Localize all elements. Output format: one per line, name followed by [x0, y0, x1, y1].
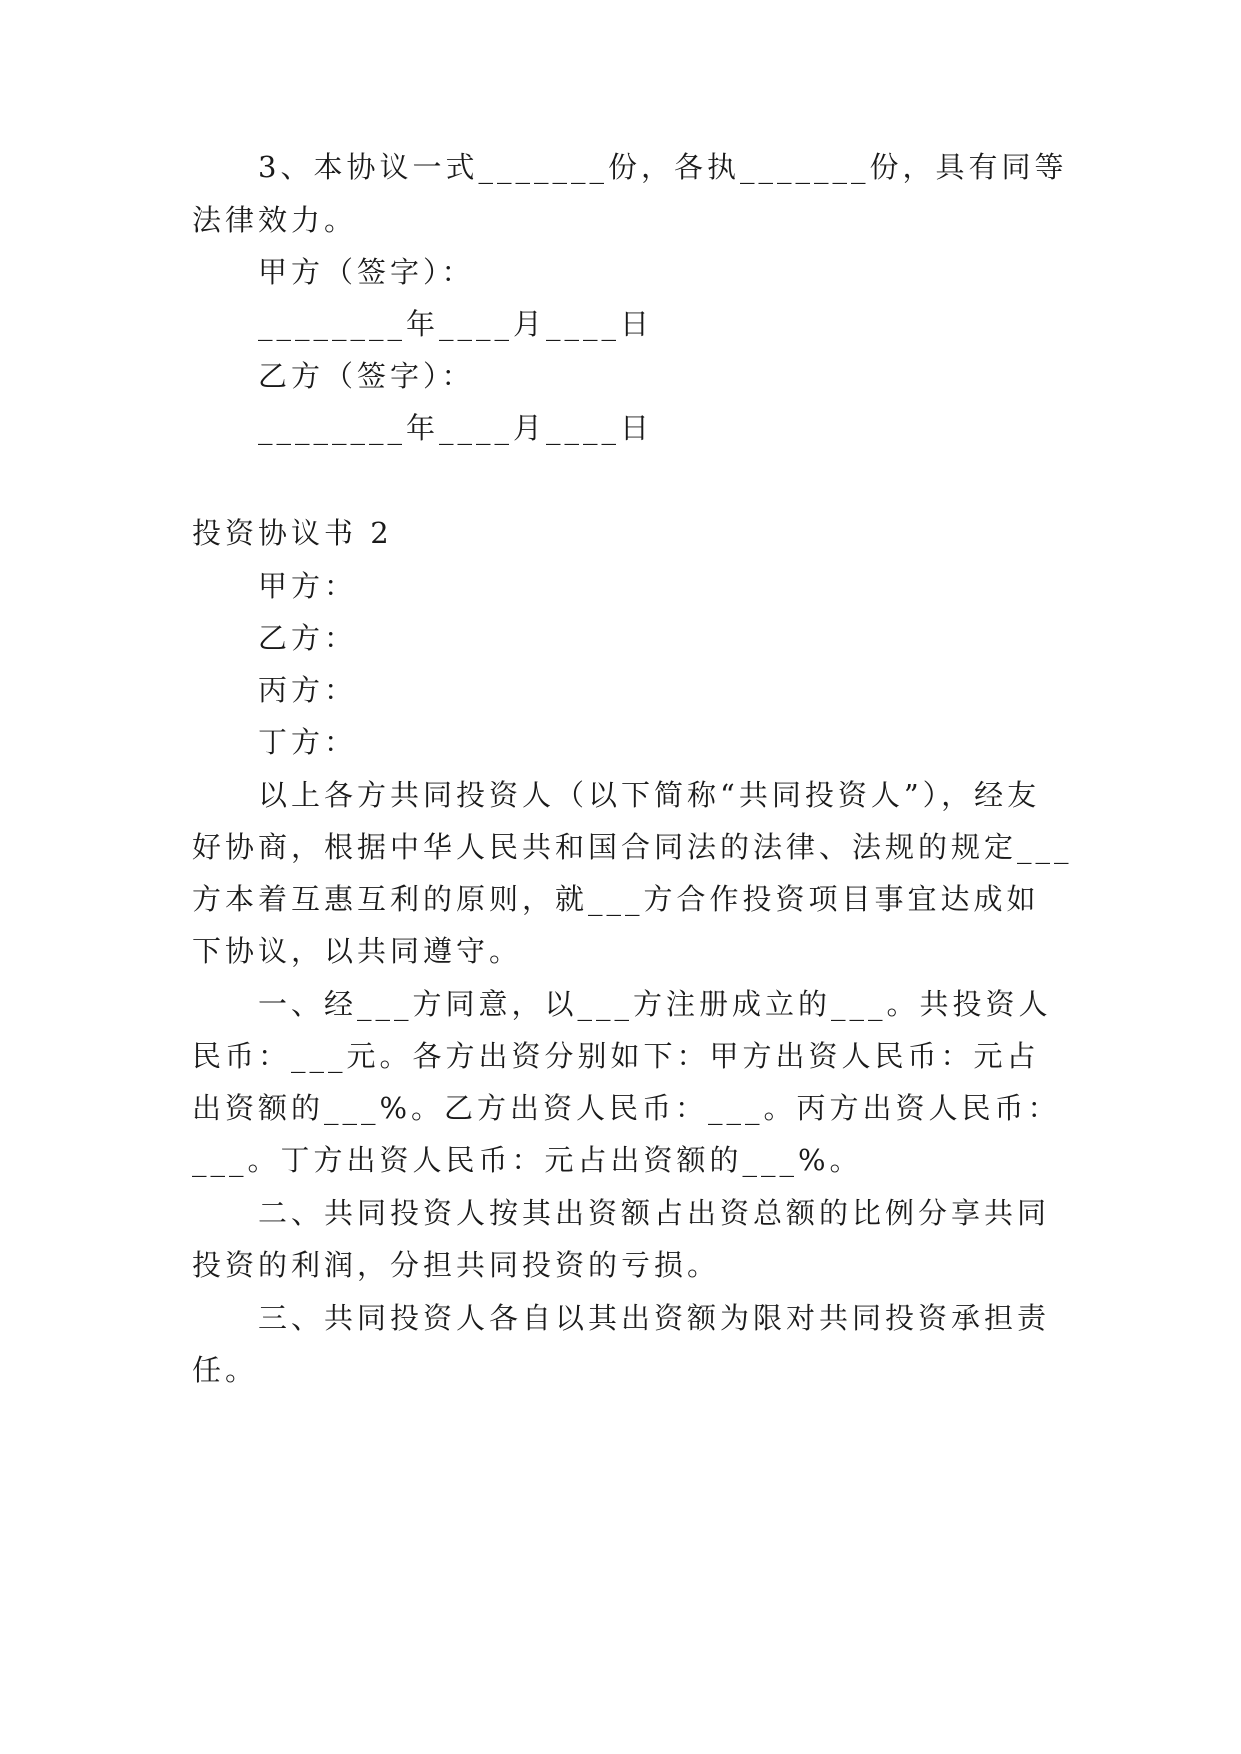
party-c-label: 丙方：	[258, 673, 358, 707]
article-1-line-2: 民币：___元。各方出资分别如下：甲方出资人民币：元占	[192, 1039, 1040, 1073]
clause-3-line-1: 3、本协议一式_______份，各执_______份，具有同等	[258, 150, 1068, 184]
clause-3-line-2: 法律效力。	[192, 203, 358, 237]
article-1-line-4: ___。丁方出资人民币：元占出资额的___%。	[192, 1143, 863, 1177]
article-2-line-2: 投资的利润，分担共同投资的亏损。	[192, 1248, 721, 1282]
party-b-signature-label: 乙方（签字）：	[258, 359, 475, 393]
article-1-line-3: 出资额的___%。乙方出资人民币：___。丙方出资人民币：	[192, 1091, 1061, 1125]
preamble-line-2: 好协商，根据中华人民共和国合同法的法律、法规的规定___	[192, 830, 1073, 864]
article-2-line-1: 二、共同投资人按其出资额占出资总额的比例分享共同	[258, 1196, 1051, 1230]
party-a-label: 甲方：	[258, 569, 358, 603]
preamble-line-4: 下协议，以共同遵守。	[192, 934, 523, 968]
article-1-line-1: 一、经___方同意，以___方注册成立的___。共投资人	[258, 987, 1052, 1021]
article-3-line-2: 任。	[192, 1353, 259, 1387]
party-a-signature-label: 甲方（签字）：	[258, 255, 475, 289]
party-d-label: 丁方：	[258, 725, 358, 759]
preamble-line-3: 方本着互惠互利的原则，就___方合作投资项目事宜达成如	[192, 882, 1040, 916]
party-b-date-line: ________年____月____日	[258, 411, 654, 445]
party-a-date-line: ________年____月____日	[258, 307, 654, 341]
document-title-2: 投资协议书 2	[192, 516, 393, 550]
preamble-line-1: 以上各方共同投资人（以下简称“共同投资人”），经友	[258, 778, 1041, 812]
party-b-label: 乙方：	[258, 621, 358, 655]
article-3-line-1: 三、共同投资人各自以其出资额为限对共同投资承担责	[258, 1301, 1051, 1335]
